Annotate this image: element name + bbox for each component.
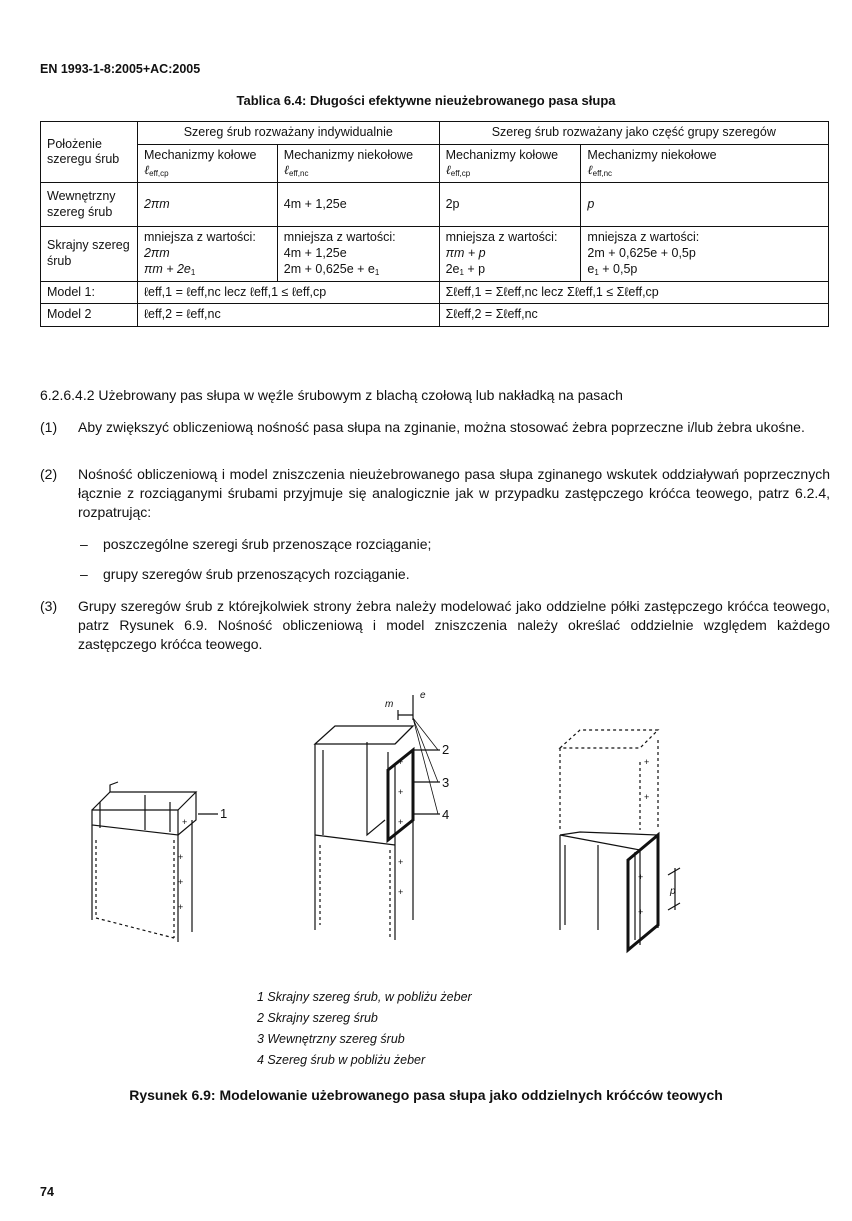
subscript: 1	[374, 267, 380, 277]
table-cell: 2πm	[137, 183, 277, 227]
callout-2: 2	[442, 742, 450, 757]
subscript: eff,cp	[149, 169, 169, 179]
bolt-mark: +	[644, 757, 650, 767]
table-header-cell	[439, 144, 581, 183]
table-header-position: Położenie szeregu śrub	[41, 122, 138, 183]
bolt-mark: +	[398, 887, 404, 897]
mech-label: Mechanizmy niekołowe	[283, 147, 414, 162]
cell-line: e	[587, 261, 595, 276]
paragraph-number: (1)	[40, 419, 58, 435]
bolt-mark: +	[398, 787, 404, 797]
legend-item: 3 Wewnętrzny szereg śrub	[257, 1032, 405, 1046]
figure-legend	[257, 987, 472, 1071]
table-cell-label: Skrajny szereg śrub	[41, 227, 138, 281]
bolt-mark: +	[398, 817, 404, 827]
column-left-drawing	[92, 782, 196, 942]
table-cell: 4m + 1,25e	[277, 183, 439, 227]
column-right-drawing	[560, 730, 680, 950]
callout-4: 4	[442, 807, 450, 822]
column-middle-drawing	[315, 695, 440, 940]
legend-item: 2 Skrajny szereg śrub	[257, 1011, 378, 1025]
table-cell-label: Model 2	[41, 304, 138, 327]
cell-line: mniejsza z wartości:	[445, 230, 558, 245]
bolt-mark: +	[178, 902, 184, 912]
table-row	[41, 304, 829, 327]
mech-label: Mechanizmy kołowe	[445, 147, 559, 162]
table-header-individual: Szereg śrub rozważany indywidualnie	[137, 122, 439, 145]
dim-p: p	[670, 886, 676, 897]
symbol: ℓ	[283, 163, 290, 178]
bolt-mark: +	[398, 757, 404, 767]
standard-header: EN 1993-1-8:2005+AC:2005	[40, 62, 201, 76]
bolt-mark: +	[178, 877, 184, 887]
cell-line: 2e	[445, 261, 460, 276]
paragraph: Nośność obliczeniową i model zniszczenia nieużebrowanego pasa słupa zginanego wskutek oddziaływań poprzecznych łącznie z rozciąganymi śrubami przyjmuje się analogicznie jak w przypadku zastępczego króćca teowego, patrz 6.2.4, rozpatrując:	[78, 466, 830, 520]
table-cell	[137, 227, 277, 281]
table-cell	[439, 227, 581, 281]
table-cell: ℓeff,2 = ℓeff,nc	[137, 304, 439, 327]
table-cell: 2p	[439, 183, 581, 227]
mech-label: Mechanizmy kołowe	[143, 147, 257, 162]
table-header-cell	[137, 144, 277, 183]
subscript: 1	[594, 267, 599, 277]
table-cell-label: Wewnętrzny szereg śrub	[41, 183, 138, 227]
mech-label: Mechanizmy niekołowe	[587, 147, 717, 162]
bullet-dash: –	[80, 536, 88, 552]
cell-line: 2m + 0,625e + e	[283, 261, 375, 276]
bolt-mark: +	[182, 817, 188, 827]
figure-drawing	[0, 670, 852, 960]
paragraph-number: (3)	[40, 598, 58, 614]
cell-line: 2πm	[143, 245, 170, 260]
cell-line: πm + 2e	[143, 261, 191, 276]
bolt-mark: +	[398, 857, 404, 867]
bolt-mark: +	[638, 872, 644, 882]
page-number: 74	[40, 1185, 54, 1199]
subscript: eff,nc	[592, 169, 613, 179]
cell-line: 4m + 1,25e	[283, 245, 347, 260]
table-header-cell	[581, 144, 829, 183]
symbol: ℓ	[143, 163, 150, 178]
paragraph: Aby zwiększyć obliczeniową nośność pasa słupa na zginanie, można stosować żebra poprzeczne i/lub żebra ukośne.	[78, 419, 805, 435]
cell-line: mniejsza z wartości:	[587, 230, 700, 245]
cell-line: mniejsza z wartości:	[283, 230, 396, 245]
cell-line: + 0,5p	[598, 261, 638, 276]
callout-3: 3	[442, 775, 450, 790]
table-cell-label: Model 1:	[41, 281, 138, 304]
subscript: 1	[190, 267, 196, 277]
callout-1: 1	[220, 806, 228, 821]
dim-m: m	[385, 699, 394, 710]
subscript: eff,cp	[450, 169, 471, 179]
subscript: eff,nc	[289, 169, 309, 179]
table-row	[41, 183, 829, 227]
section-heading: 6.2.6.4.2 Użebrowany pas słupa w węźle śrubowym z blachą czołową lub nakładką na pasach	[40, 387, 623, 403]
table-header-cell	[277, 144, 439, 183]
table-row	[41, 122, 829, 145]
legend-item: 1 Skrajny szereg śrub, w pobliżu żeber	[257, 990, 472, 1004]
table-cell: ℓeff,1 = ℓeff,nc lecz ℓeff,1 ≤ ℓeff,cp	[137, 281, 439, 304]
paragraph-number: (2)	[40, 466, 58, 482]
paragraph: Grupy szeregów śrub z którejkolwiek strony żebra należy modelować jako oddzielne półki zastępczego króćca teowego, patrz Rysunek 6.9. Nośność obliczeniową i model zniszczenia należy określać oddzielnie względem każdego zastępczego króćca teowego.	[78, 598, 830, 652]
bullet-item: grupy szeregów śrub przenoszących rozciąganie.	[103, 566, 410, 582]
table-cell: p	[581, 183, 829, 227]
bolt-mark: +	[638, 907, 644, 917]
legend-item: 4 Szereg śrub w pobliżu żeber	[257, 1053, 426, 1067]
table-header-group: Szereg śrub rozważany jako część grupy szeregów	[439, 122, 828, 145]
table-row	[41, 144, 829, 183]
table-cell	[581, 227, 829, 281]
dim-e: e	[420, 690, 426, 701]
symbol: ℓ	[445, 163, 451, 178]
table-cell	[277, 227, 439, 281]
cell-line: mniejsza z wartości:	[143, 230, 256, 245]
table-row	[41, 227, 829, 281]
subscript: 1	[459, 267, 464, 277]
table-cell: Σℓeff,2 = Σℓeff,nc	[439, 304, 828, 327]
table-title: Tablica 6.4: Długości efektywne nieużebrowanego pasa słupa	[236, 93, 616, 108]
table-cell: Σℓeff,1 = Σℓeff,nc lecz Σℓeff,1 ≤ Σℓeff,cp	[439, 281, 828, 304]
symbol: ℓ	[587, 163, 593, 178]
bullet-dash: –	[80, 566, 88, 582]
table-row	[41, 281, 829, 304]
cell-line: πm + p	[445, 245, 486, 260]
bullet-item: poszczególne szeregi śrub przenoszące rozciąganie;	[103, 536, 432, 552]
bolt-mark: +	[644, 792, 650, 802]
cell-line: 2m + 0,625e + 0,5p	[587, 245, 696, 260]
bolt-mark: +	[178, 852, 184, 862]
figure-caption: Rysunek 6.9: Modelowanie użebrowanego pasa słupa jako oddzielnych króćców teowych	[129, 1087, 723, 1103]
cell-line: + p	[463, 261, 486, 276]
effective-length-table	[40, 121, 829, 327]
